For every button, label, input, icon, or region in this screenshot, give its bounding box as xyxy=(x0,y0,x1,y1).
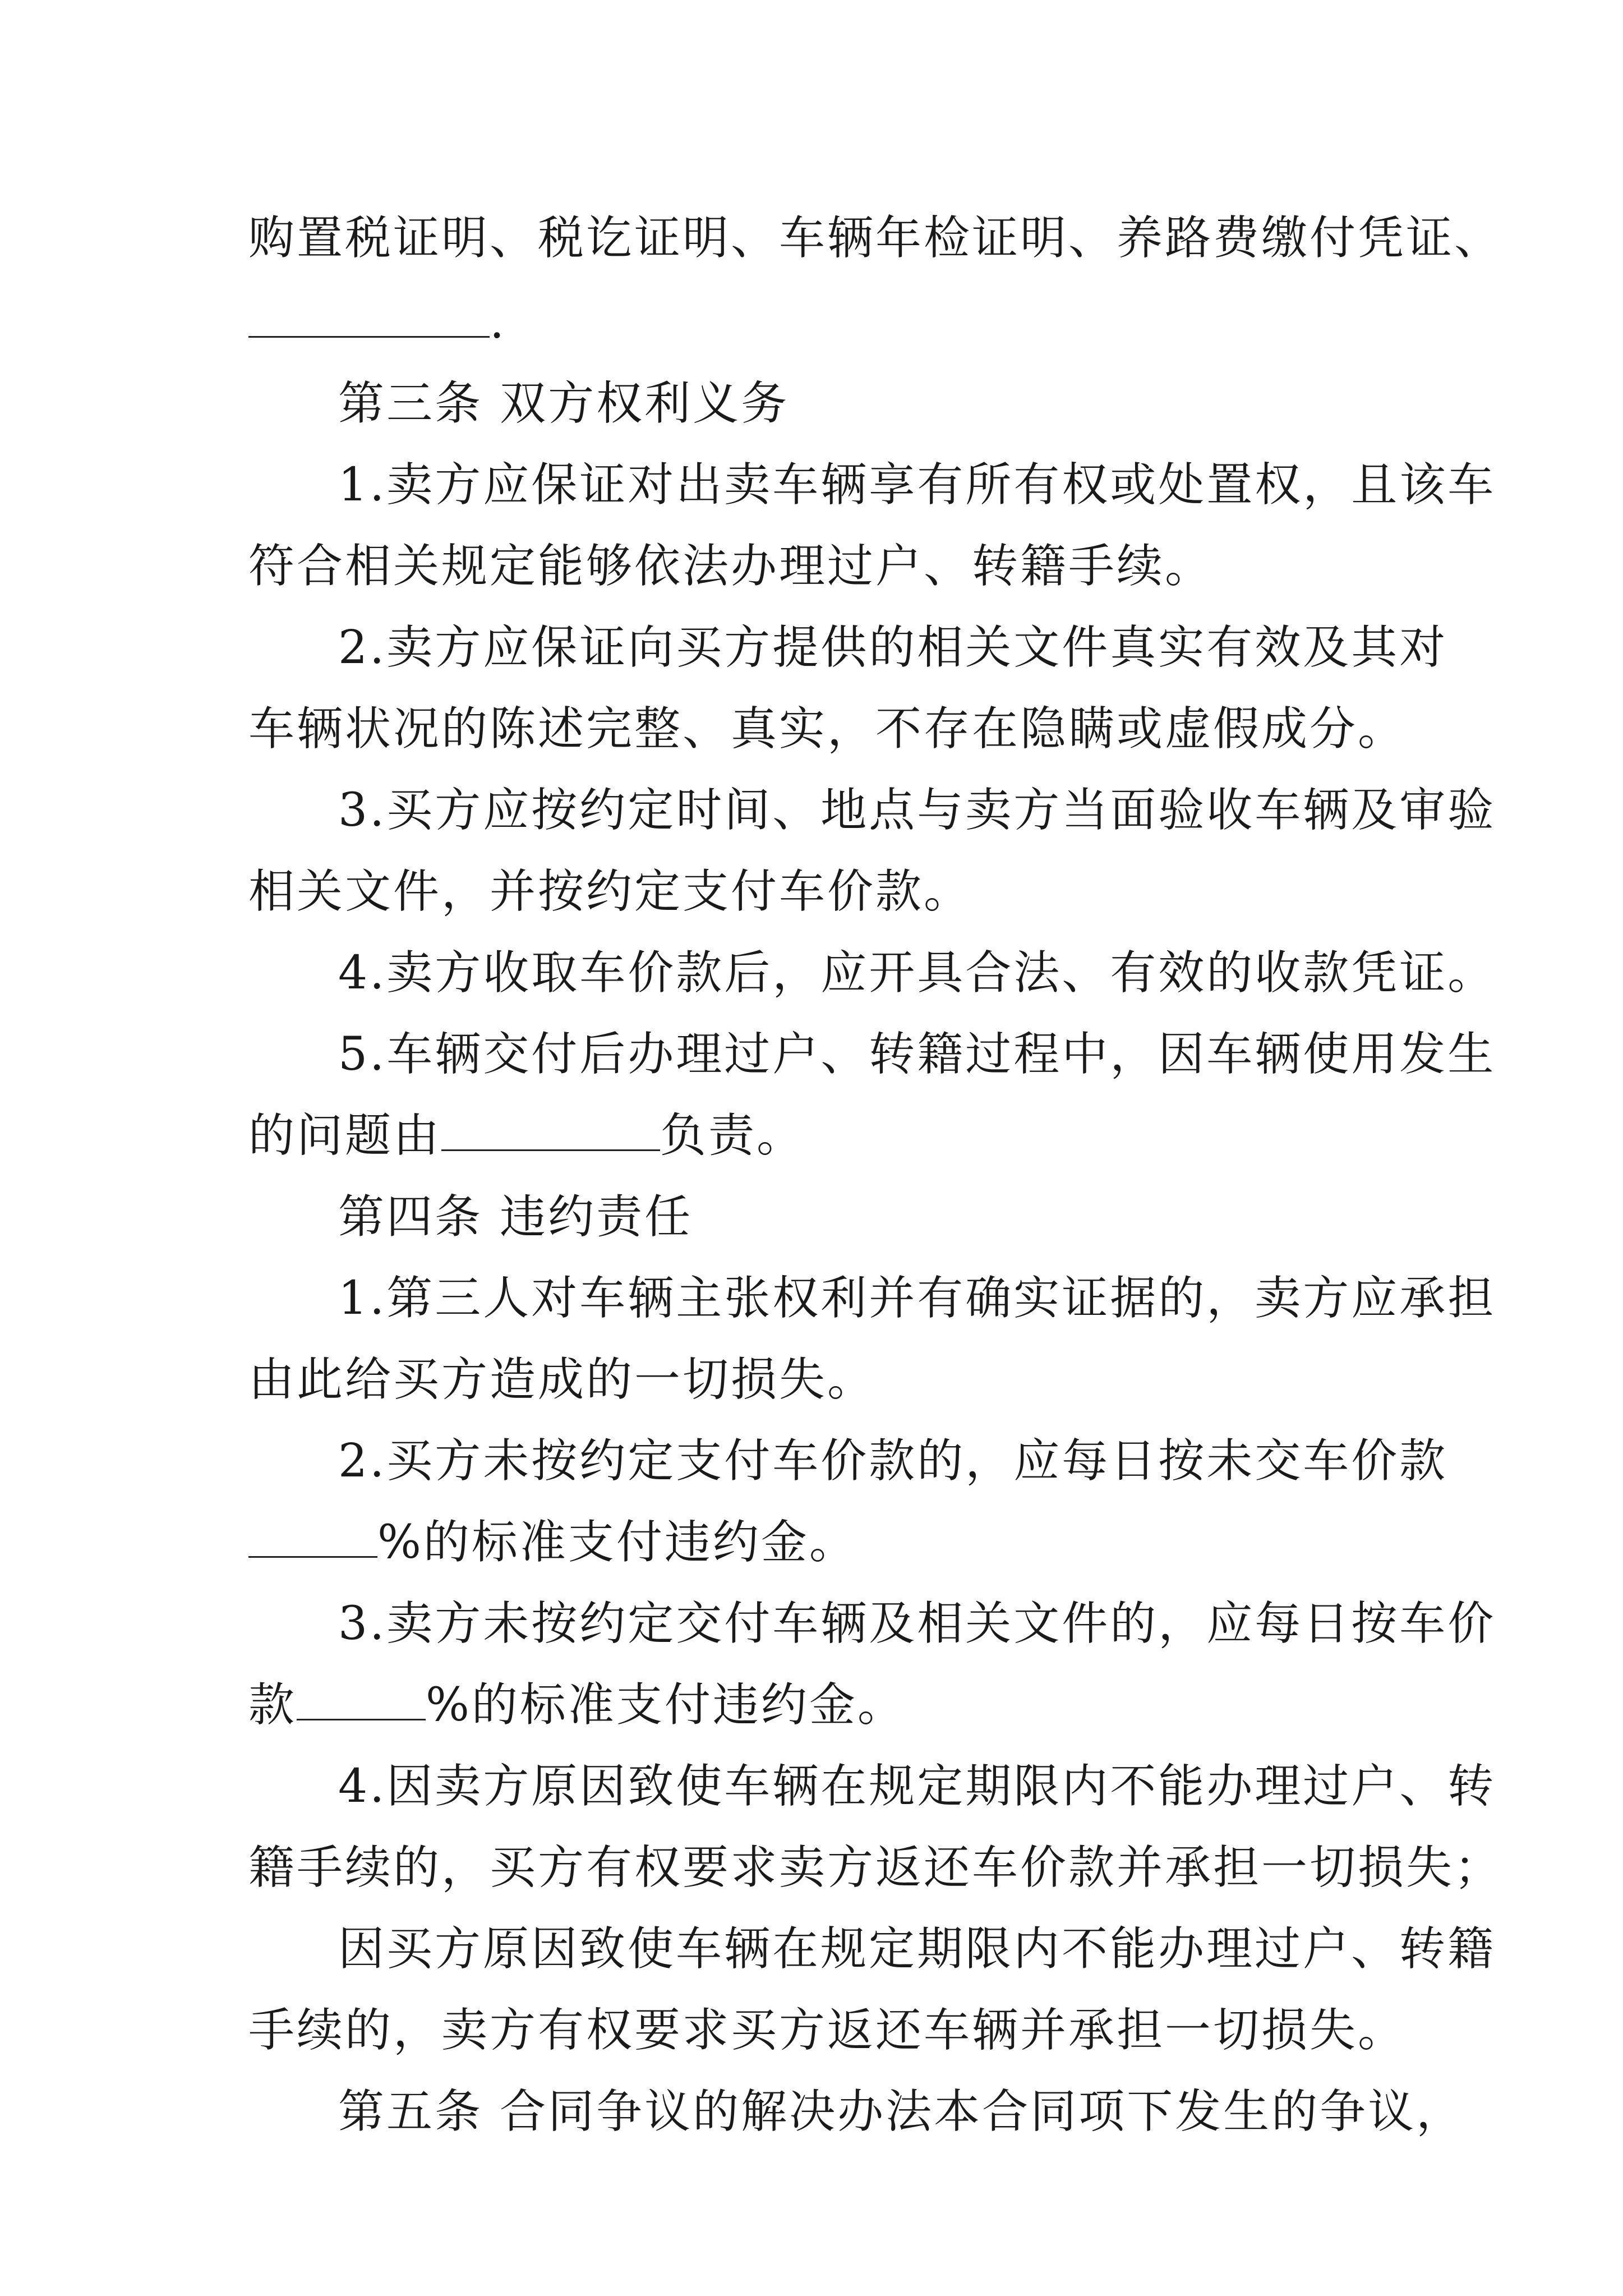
paragraph-line-with-blank xyxy=(248,1105,1393,1167)
section-heading-line: 第五条 合同争议的解决办法本合同项下发生的争议， xyxy=(338,2085,1465,2138)
paragraph-line-with-blank xyxy=(248,1674,1393,1736)
section-heading: 第三条 双方权利义务 xyxy=(338,377,790,430)
paragraph-line: 4.卖方收取车价款后，应开具合法、有效的收款凭证。 xyxy=(338,946,1496,1000)
paragraph-line: 车辆状况的陈述完整、真实，不存在隐瞒或虚假成分。 xyxy=(248,702,1407,756)
paragraph-line: 3.买方应按约定时间、地点与卖方当面验收车辆及审验 xyxy=(338,784,1496,837)
line-text-before: 款 xyxy=(248,1678,297,1732)
paragraph-line: 4.因卖方原因致使车辆在规定期限内不能办理过户、转 xyxy=(338,1760,1496,1813)
section-heading: 第四条 违约责任 xyxy=(338,1190,693,1244)
paragraph-line: 相关文件，并按约定支付车价款。 xyxy=(248,865,972,918)
paragraph-line-with-blank xyxy=(248,292,1393,353)
paragraph-line: 3.卖方未按约定交付车辆及相关文件的，应每日按车价 xyxy=(338,1597,1496,1650)
paragraph-line: 符合相关规定能够依法办理过户、转籍手续。 xyxy=(248,540,1214,593)
paragraph-line: 2.买方未按约定支付车价款的，应每日按未交车价款 xyxy=(338,1434,1448,1488)
line-text-after: %的标准支付违约金。 xyxy=(426,1678,906,1732)
line-text-after: . xyxy=(490,296,507,349)
paragraph-line: 购置税证明、税讫证明、车辆年检证明、养路费缴付凭证、 xyxy=(248,211,1503,265)
line-text-after: %的标准支付违约金。 xyxy=(377,1516,857,1569)
paragraph-line: 5.车辆交付后办理过户、转籍过程中，因车辆使用发生 xyxy=(338,1028,1496,1081)
paragraph-line: 因买方原因致使车辆在规定期限内不能办理过户、转籍 xyxy=(338,1922,1496,1976)
paragraph-line-with-blank xyxy=(248,1512,1393,1573)
paragraph-line: 1.卖方应保证对出卖车辆享有所有权或处置权，且该车 xyxy=(338,458,1496,512)
paragraph-line: 手续的，卖方有权要求买方返还车辆并承担一切损失。 xyxy=(248,2004,1407,2057)
paragraph-line: 1.第三人对车辆主张权利并有确实证据的，卖方应承担 xyxy=(338,1272,1496,1325)
paragraph-line: 籍手续的，买方有权要求卖方返还车价款并承担一切损失； xyxy=(248,1841,1503,1894)
fill-in-blank[interactable] xyxy=(248,1517,377,1558)
paragraph-line: 由此给买方造成的一切损失。 xyxy=(248,1353,876,1406)
line-text-before: 的问题由 xyxy=(248,1109,442,1162)
line-text-after: 负责。 xyxy=(660,1109,805,1162)
fill-in-blank[interactable] xyxy=(441,1110,660,1151)
fill-in-blank[interactable] xyxy=(297,1680,426,1720)
fill-in-blank[interactable] xyxy=(248,297,490,338)
paragraph-line: 2.卖方应保证向买方提供的相关文件真实有效及其对 xyxy=(338,621,1448,674)
